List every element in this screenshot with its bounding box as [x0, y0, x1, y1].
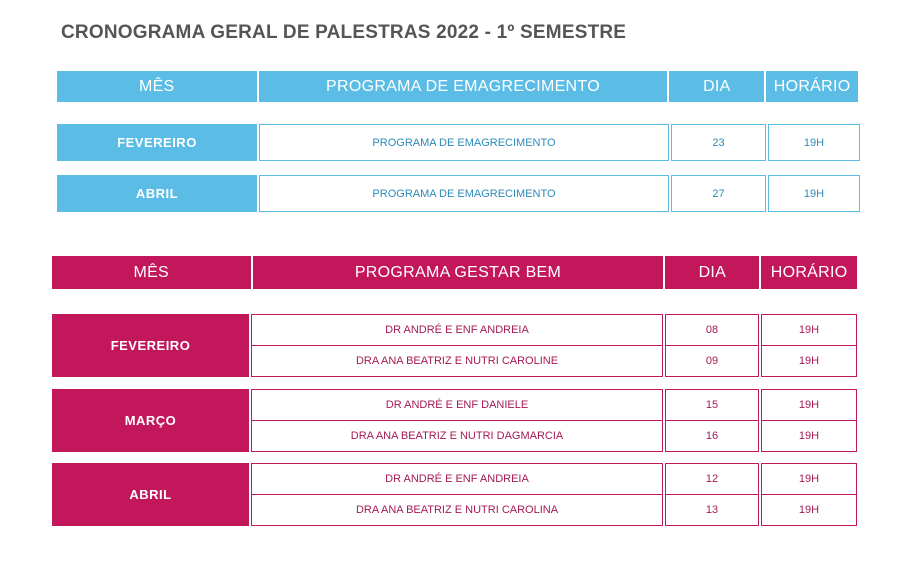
programa-cell: DRA ANA BEATRIZ E NUTRI CAROLINA: [251, 494, 663, 526]
month-cell: FEVEREIRO: [57, 124, 257, 161]
dia-cell: 12: [665, 463, 759, 495]
programa-cell: DRA ANA BEATRIZ E NUTRI CAROLINE: [251, 345, 663, 377]
dia-cell: 23: [671, 124, 766, 161]
programa-cell: DR ANDRÉ E ENF DANIELE: [251, 389, 663, 421]
horario-cell: 19H: [761, 389, 857, 421]
horario-cell: 19H: [761, 314, 857, 346]
horario-cell: 19H: [761, 420, 857, 452]
month-group-fevereiro: [52, 314, 857, 377]
horario-cell: 19H: [768, 175, 860, 212]
programa-cell: DR ANDRÉ E ENF ANDREIA: [251, 314, 663, 346]
header-horario: HORÁRIO: [761, 256, 857, 289]
table-row: [57, 175, 860, 212]
dia-cell: 13: [665, 494, 759, 526]
header-programa: PROGRAMA GESTAR BEM: [253, 256, 664, 289]
table-row: [251, 389, 857, 421]
horario-cell: 19H: [768, 124, 860, 161]
table-row: [251, 494, 857, 526]
month-cell: ABRIL: [52, 463, 249, 526]
page-title: CRONOGRAMA GERAL DE PALESTRAS 2022 - 1º SEMESTRE: [61, 22, 627, 43]
month-cell: FEVEREIRO: [52, 314, 249, 377]
month-cell: MARÇO: [52, 389, 249, 452]
gestar-header-row: [52, 256, 857, 289]
header-horario: HORÁRIO: [766, 71, 858, 102]
programa-cell: PROGRAMA DE EMAGRECIMENTO: [259, 124, 669, 161]
horario-cell: 19H: [761, 463, 857, 495]
header-mes: MÊS: [52, 256, 251, 289]
table-row: [251, 420, 857, 452]
month-group-abril: [52, 463, 857, 526]
table-row: [57, 124, 860, 161]
table-row: [251, 463, 857, 495]
dia-cell: 15: [665, 389, 759, 421]
dia-cell: 09: [665, 345, 759, 377]
month-cell: ABRIL: [57, 175, 257, 212]
month-group-marco: [52, 389, 857, 452]
dia-cell: 27: [671, 175, 766, 212]
header-mes: MÊS: [57, 71, 257, 102]
emagrecimento-header-row: [57, 71, 858, 102]
table-row: [251, 314, 857, 346]
dia-cell: 16: [665, 420, 759, 452]
header-dia: DIA: [665, 256, 759, 289]
dia-cell: 08: [665, 314, 759, 346]
horario-cell: 19H: [761, 345, 857, 377]
programa-cell: DR ANDRÉ E ENF ANDREIA: [251, 463, 663, 495]
header-dia: DIA: [669, 71, 764, 102]
header-programa: PROGRAMA DE EMAGRECIMENTO: [259, 71, 668, 102]
table-row: [251, 345, 857, 377]
programa-cell: PROGRAMA DE EMAGRECIMENTO: [259, 175, 669, 212]
horario-cell: 19H: [761, 494, 857, 526]
programa-cell: DRA ANA BEATRIZ E NUTRI DAGMARCIA: [251, 420, 663, 452]
